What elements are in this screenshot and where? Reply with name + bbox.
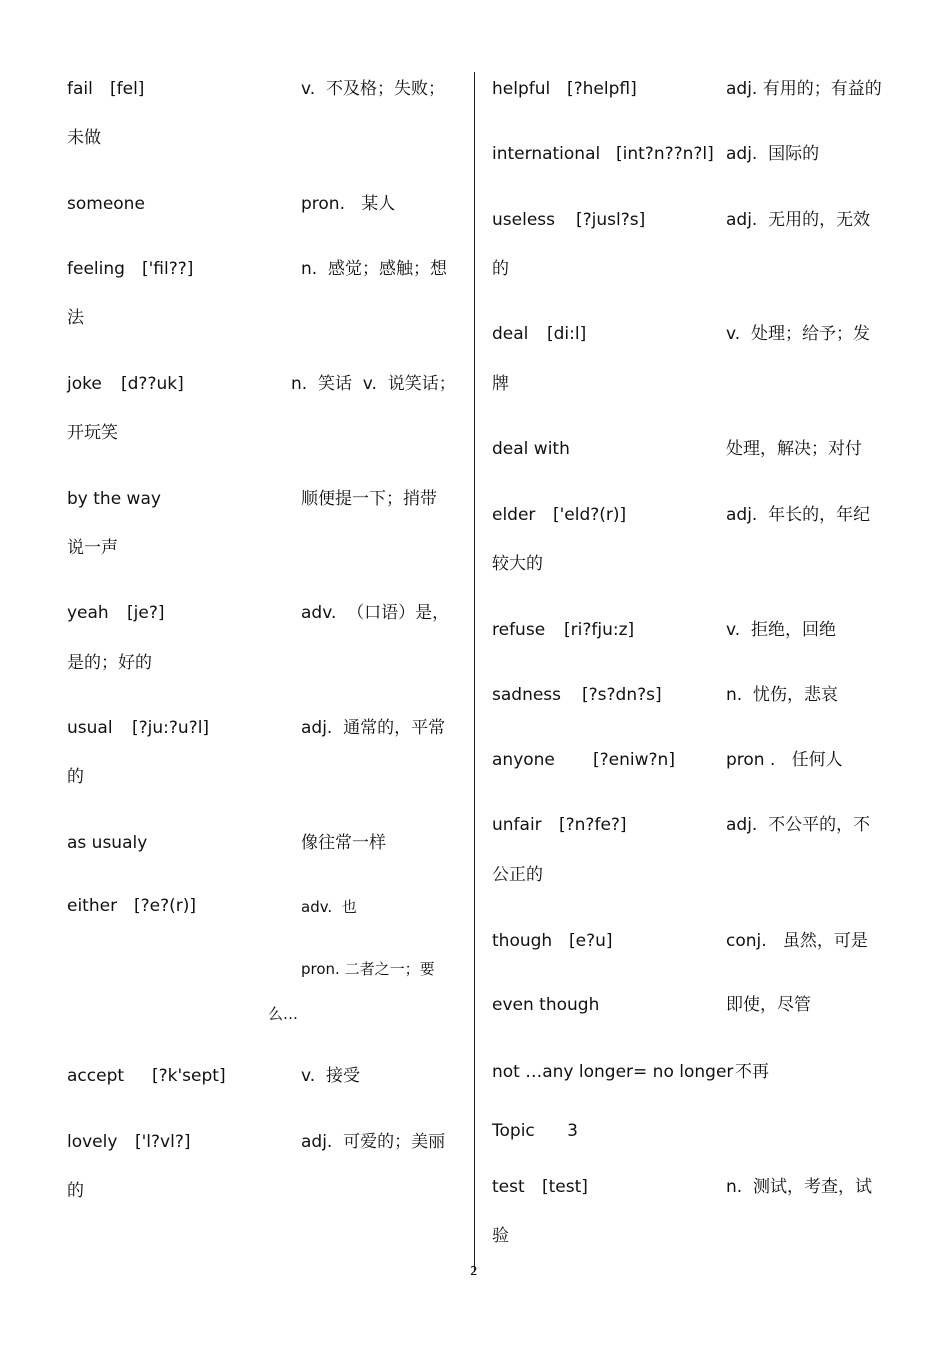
entry-word: deal: [492, 324, 529, 344]
entry-phonetic: [?eniw?n]: [593, 750, 675, 770]
entry-definition: n. 笑话 v. 说笑话；: [291, 374, 456, 394]
entry-definition-cont: 法: [67, 308, 84, 328]
entry-word: unfair: [492, 815, 542, 835]
entry-phonetic: ['fil??]: [142, 259, 194, 279]
entry-phonetic: [di:l]: [547, 324, 587, 344]
entry-word: feeling: [67, 259, 125, 279]
entry-definition: v. 接受: [301, 1066, 360, 1086]
entry-definition: v. 处理；给予；发: [726, 324, 870, 344]
entry-word: deal with: [492, 439, 570, 459]
entry-word: refuse: [492, 620, 546, 640]
entry-phonetic: [?s?dn?s]: [582, 685, 662, 705]
entry-definition: adj. 可爱的；美丽: [301, 1132, 446, 1152]
entry-phonetic: [?n?fe?]: [559, 815, 627, 835]
entry-definition-cont: 公正的: [492, 865, 543, 885]
entry-phonetic: [int?n??n?l]: [616, 144, 714, 164]
entry-word: not …any longer= no longer: [492, 1062, 734, 1082]
entry-definition: n. 忧伤，悲哀: [726, 685, 838, 705]
entry-phonetic: [e?u]: [569, 931, 613, 951]
entry-definition: adv. 也: [301, 898, 357, 916]
entry-definition-cont: 是的；好的: [67, 653, 152, 673]
entry-word: either: [67, 896, 118, 916]
entry-word: fail: [67, 79, 93, 99]
entry-word: helpful: [492, 79, 551, 99]
entry-definition-cont: 较大的: [492, 554, 543, 574]
entry-definition: 像往常一样: [301, 833, 386, 853]
entry-word: as usualy: [67, 833, 148, 853]
entry-phonetic: [?k'sept]: [152, 1066, 226, 1086]
entry-definition: v. 不及格；失败；: [301, 79, 445, 99]
entry-definition: adj. 不公平的，不: [726, 815, 871, 835]
entry-word: useless: [492, 210, 555, 230]
entry-phonetic: [?ju:?u?l]: [132, 718, 210, 738]
entry-phonetic: ['eld?(r)]: [553, 505, 627, 525]
entry-phonetic: ['l?vl?]: [135, 1132, 191, 1152]
entry-word: by the way: [67, 489, 161, 509]
entry-definition: adj. 有用的；有益的: [726, 79, 882, 99]
entry-definition-cont: 牌: [492, 374, 509, 394]
entry-definition-cont: 么…: [268, 1005, 299, 1023]
column-divider: [474, 72, 475, 1272]
entry-definition-cont: 验: [492, 1226, 509, 1246]
entry-word: usual: [67, 718, 113, 738]
entry-definition-cont: 未做: [67, 128, 101, 148]
entry-definition-cont: 的: [67, 1181, 84, 1201]
entry-word: yeah: [67, 603, 109, 623]
entry-word: international: [492, 144, 601, 164]
entry-phonetic: [test]: [542, 1177, 588, 1197]
entry-phonetic: [d??uk]: [121, 374, 184, 394]
entry-word: someone: [67, 194, 145, 214]
entry-phonetic: [je?]: [127, 603, 165, 623]
section-heading: Topic 3: [492, 1121, 578, 1141]
entry-word: accept: [67, 1066, 125, 1086]
entry-definition: n. 感觉；感触；想: [301, 259, 447, 279]
entry-definition-cont: 的: [67, 767, 84, 787]
entry-phonetic: [?jusl?s]: [576, 210, 646, 230]
entry-phonetic: [ri?fju:z]: [564, 620, 635, 640]
entry-definition: 处理，解决；对付: [726, 439, 862, 459]
entry-definition: pron. 某人: [301, 194, 396, 214]
entry-word: elder: [492, 505, 536, 525]
entry-definition: 不再: [735, 1062, 769, 1082]
entry-definition-cont: 的: [492, 259, 509, 279]
entry-definition: adv. （口语）是，: [301, 603, 450, 623]
entry-phonetic: [?e?(r)]: [134, 896, 197, 916]
entry-definition: adj. 无用的，无效: [726, 210, 871, 230]
entry-definition: v. 拒绝，回绝: [726, 620, 836, 640]
entry-definition: conj. 虽然，可是: [726, 931, 868, 951]
entry-word: joke: [67, 374, 102, 394]
entry-word: though: [492, 931, 553, 951]
entry-word: lovely: [67, 1132, 118, 1152]
entry-definition: adj. 年长的，年纪: [726, 505, 871, 525]
entry-definition: 顺便提一下；捎带: [301, 489, 437, 509]
entry-word: sadness: [492, 685, 562, 705]
entry-definition: adj. 国际的: [726, 144, 820, 164]
entry-definition: adj. 通常的，平常: [301, 718, 446, 738]
entry-word: test: [492, 1177, 525, 1197]
entry-definition: n. 测试，考查，试: [726, 1177, 872, 1197]
entry-word: even though: [492, 995, 600, 1015]
entry-definition-alt: pron. 二者之一；要: [301, 960, 435, 978]
entry-word: anyone: [492, 750, 555, 770]
entry-phonetic: [fel]: [110, 79, 145, 99]
entry-definition: pron . 任何人: [726, 750, 843, 770]
entry-definition-cont: 说一声: [67, 538, 118, 558]
page-number: 2: [470, 1264, 478, 1278]
entry-definition: 即使，尽管: [726, 995, 811, 1015]
entry-phonetic: [?helpfl]: [567, 79, 637, 99]
entry-definition-cont: 开玩笑: [67, 423, 118, 443]
